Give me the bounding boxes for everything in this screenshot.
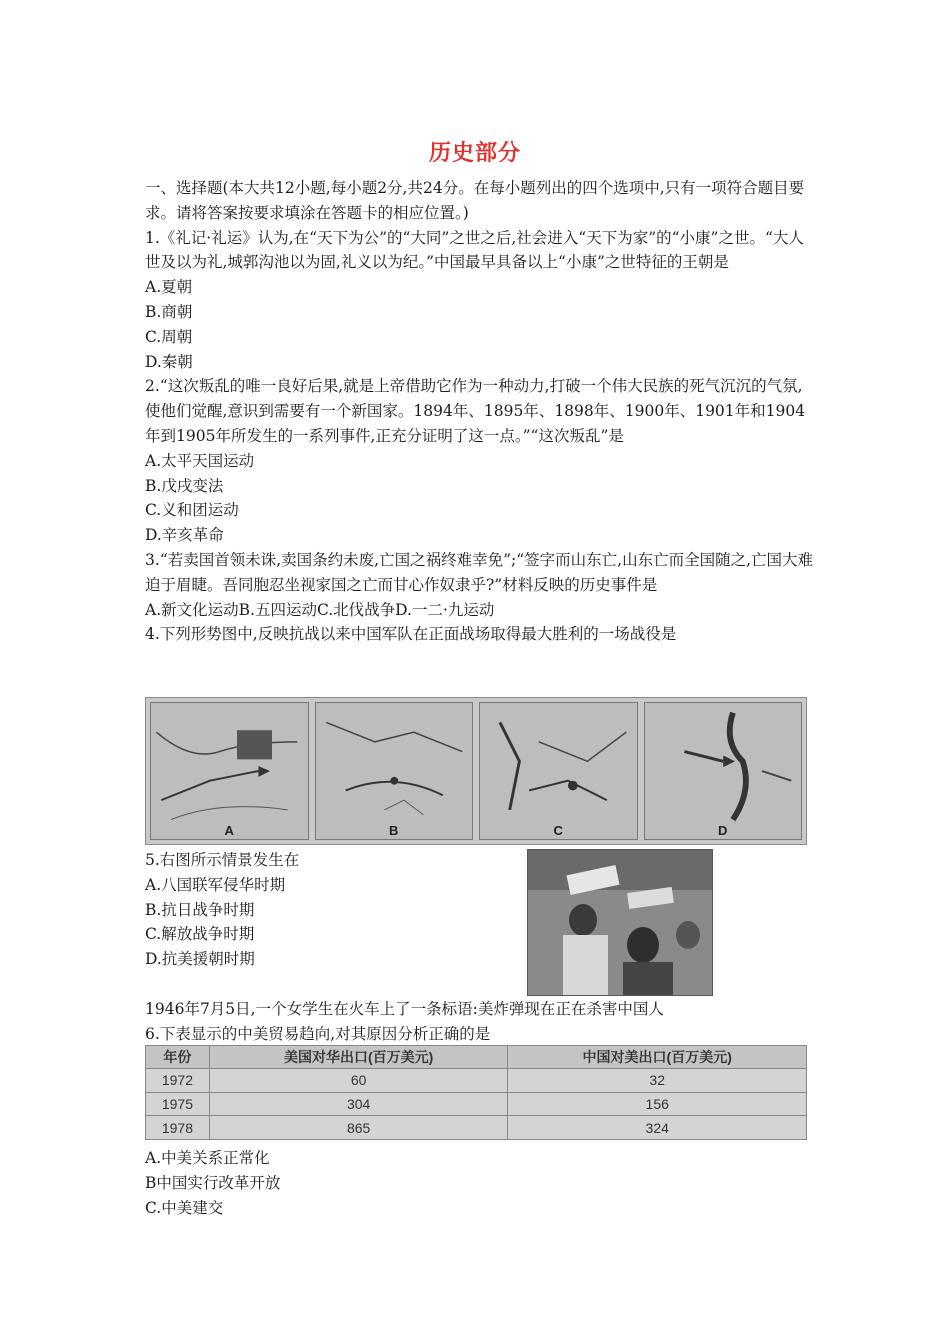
q1-option-b: B.商朝: [145, 302, 193, 321]
map-d-label: D: [718, 823, 728, 838]
cell-china-export: 324: [508, 1116, 807, 1140]
header-year: 年份: [146, 1046, 210, 1069]
q6-stem: 6.下表显示的中美贸易趋向,对其原因分析正确的是: [145, 1024, 491, 1043]
map-b: [315, 702, 474, 840]
table-row: [146, 1116, 807, 1140]
q1-option-d: D.秦朝: [145, 352, 193, 371]
map-c-label: C: [553, 823, 563, 838]
map-c-drawing: [480, 703, 637, 839]
q2-option-b: B.戊戌变法: [145, 476, 224, 495]
q2-option-a: A.太平天国运动: [145, 451, 255, 470]
q2-stem: 2.“这次叛乱的唯一良好后果,就是上帝借助它作为一种动力,打破一个伟大民族的死气沉沉的气氛,使他们觉醒,意识到需要有一个新国家。1894年、1895年、1898年、1900年、1901年和1904年到1905年所发生的一系列事件,正充分证明了这一点。”“这次叛乱”是: [145, 377, 806, 445]
header-china-export: 中国对美出口(百万美元): [508, 1046, 807, 1069]
trade-table: [145, 1045, 807, 1140]
q5-caption: 1946年7月5日,一个女学生在火车上了一条标语:美炸弹现在正在杀害中国人: [145, 1000, 664, 1018]
map-c: [479, 702, 638, 840]
q2-option-c: C.义和团运动: [145, 501, 239, 520]
historical-photo: [527, 849, 713, 996]
map-b-drawing: [316, 703, 473, 839]
q3-options: A.新文化运动B.五四运动C.北伐战争D.一二·九运动: [145, 600, 495, 619]
q1-stem: 1.《礼记·礼运》认为,在“天下为公”的“大同”之世之后,社会进入“天下为家”的“小康”之世。“大人世及以为礼,城郭沟池以为固,礼义以为纪。”中国最早具备以上“小康”之世特征的王朝是: [145, 228, 804, 272]
cell-us-export: 60: [209, 1069, 508, 1093]
q1-option-a: A.夏朝: [145, 278, 193, 297]
header-us-export: 美国对华出口(百万美元): [209, 1046, 508, 1069]
q6-option-b: B中国实行改革开放: [145, 1173, 281, 1192]
q5-option-c: C.解放战争时期: [145, 925, 255, 944]
q6-option-c: C.中美建交: [145, 1198, 224, 1217]
q5-option-b: B.抗日战争时期: [145, 900, 255, 919]
q6-options: [145, 1146, 280, 1220]
q6-option-a: A.中美关系正常化: [145, 1149, 270, 1167]
table-row: [146, 1092, 807, 1116]
q5-option-a: A.八国联军侵华时期: [145, 875, 286, 894]
battle-maps: [145, 697, 807, 845]
map-d: [644, 702, 803, 840]
q5-caption-block: [145, 997, 815, 1047]
cell-us-export: 304: [209, 1092, 508, 1116]
map-b-label: B: [389, 823, 399, 838]
map-a-label: A: [224, 823, 234, 838]
map-a-drawing: [151, 703, 308, 839]
q4-stem: 4.下列形势图中,反映抗战以来中国军队在正面战场取得最大胜利的一场战役是: [145, 625, 677, 644]
photo-drawing: [528, 850, 712, 995]
q2-option-d: D.辛亥革命: [145, 526, 224, 545]
cell-china-export: 32: [508, 1069, 807, 1093]
map-d-drawing: [645, 703, 802, 839]
q5-stem: 5.右图所示情景发生在: [145, 851, 300, 869]
cell-year: 1978: [146, 1116, 210, 1140]
q5-block: [145, 848, 299, 972]
q5-option-d: D.抗美援朝时期: [145, 950, 255, 969]
q1-option-c: C.周朝: [145, 327, 193, 346]
cell-year: 1972: [146, 1069, 210, 1093]
cell-us-export: 865: [209, 1116, 508, 1140]
cell-year: 1975: [146, 1092, 210, 1116]
q3-stem: 3.“若卖国首领未诛,卖国条约未废,亡国之祸终难幸免”;“签字而山东亡,山东亡而全国随之,亡国大难迫于眉睫。吾同胞忍坐视家国之亡而甘心作奴隶乎?”材料反映的历史事件是: [145, 550, 813, 594]
page-title: 历史部分: [428, 140, 521, 166]
map-a: [150, 702, 309, 840]
section-heading: 一、选择题(本大共12小题,每小题2分,共24分。在每小题列出的四个选项中,只有一项符合题目要求。请将答案按要求填涂在答题卡的相应位置。): [145, 179, 805, 222]
table-header-row: [146, 1046, 807, 1069]
question-content: [145, 176, 815, 647]
cell-china-export: 156: [508, 1092, 807, 1116]
table-row: [146, 1069, 807, 1093]
